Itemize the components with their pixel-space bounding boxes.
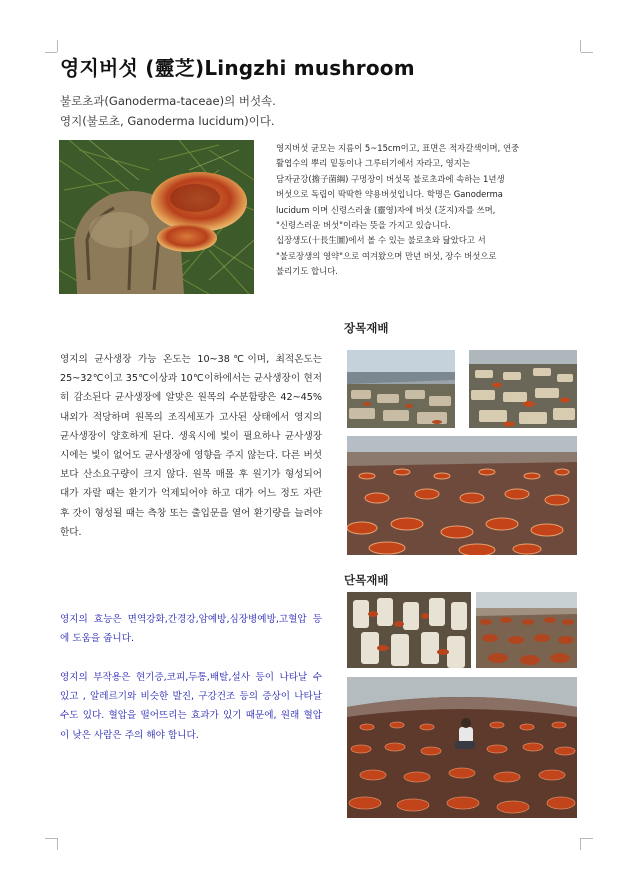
log-cultivation-photo (347, 350, 455, 428)
description-line: 담자균강(擔子菌綱) 구멍장이 버섯목 불로초과에 속하는 1년생 (276, 173, 505, 184)
description-line: 영지버섯 균모는 지름이 5~15cm이고, 표면은 적자갈색이며, 연중 (276, 143, 520, 153)
description-line: 십장생도(十長生圖)에서 볼 수 있는 불로초와 닮았다고 서 (276, 235, 486, 246)
crop-mark (45, 838, 57, 839)
crop-mark (581, 52, 593, 53)
page-title: 영지버섯 (靈芝)Lingzhi mushroom (60, 56, 415, 80)
short-log-cultivation-photo (347, 677, 577, 818)
crop-mark (581, 838, 593, 839)
description-line: 활엽수의 뿌리 밑동이나 그루터기에서 자라고, 영지는 (276, 158, 470, 169)
description-line: "신령스러운 버섯"이라는 뜻을 가지고 있습니다. (276, 220, 451, 231)
log-cultivation-photo (469, 350, 577, 428)
growth-paragraph: 영지의 균사생장 가능 온도는 10~38℃이며, 최적온도는 25~32℃이고 35℃이상과 10℃이하에서는 균사생장이 현저히 감소된다 균사생장에 알맞은 원목의 수분함량은 42~45%내외가 적당하며 원목의 조직세포가 고사된 상태에서 영지의 균사생장이 양호하게 된다. 생육시에 빛이 필요하나 균사생장시에는 빛이 없어도 균사생장에 영향을 주지 않는다. 다른 버섯보다 산소요구량이 크지 않다. 원목 매몰 후 원기가 형성되어 대가 자랄 때는 환기가 억제되어야 하고 대가 어느 정도 자란 후 갓이 형성될 때는 측창 또는 출입문을 열어 환기량을 늘려야 한다. (60, 354, 322, 538)
crop-mark (45, 52, 57, 53)
side-effect-paragraph: 영지의 부작용은 현기증,코피,두통,배탈,설사 등이 나타날 수 있고 , 알레르기와 비슷한 발진, 구강건조 등의 증상이 나타날 수도 있다. 혈압을 떨어뜨리는 효과가 있기 때문에, 원래 혈압이 낮은 사람은 주의 해야 합니다. (60, 672, 322, 741)
section-heading-log: 장목재배 (344, 321, 389, 335)
description-line: 불리기도 합니다. (276, 266, 338, 277)
crop-mark (580, 838, 581, 850)
description-line: 버섯으로 독립이 딱딱한 약용버섯입니다. 학명은 Ganoderma (276, 189, 503, 200)
subtitle-line: 영지(불로초, Ganoderma lucidum)이다. (60, 114, 275, 128)
description-line: "불로장생의 영약"으로 여겨왔으며 만년 버섯, 장수 버섯으로 (276, 250, 497, 261)
subtitle-line: 불로초과(Ganoderma-taceae)의 버섯속. (60, 94, 276, 108)
description-line: lucidum 이며 신령스러울 (靈영)자에 버섯 (芝지)자를 쓰며, (276, 204, 496, 215)
short-log-cultivation-photo (347, 592, 471, 668)
section-heading-short: 단목재배 (344, 573, 389, 587)
description (276, 141, 576, 280)
log-cultivation-photo (347, 436, 577, 555)
short-log-cultivation-photo (476, 592, 577, 668)
crop-mark (57, 838, 58, 850)
efficacy-paragraph: 영지의 효능은 면역강화,간경강,암예방,심장병예방,고혈압 등에 도움을 줍니다. (60, 614, 322, 645)
lingzhi-photo (59, 140, 254, 294)
crop-mark (580, 40, 581, 52)
crop-mark (57, 40, 58, 52)
